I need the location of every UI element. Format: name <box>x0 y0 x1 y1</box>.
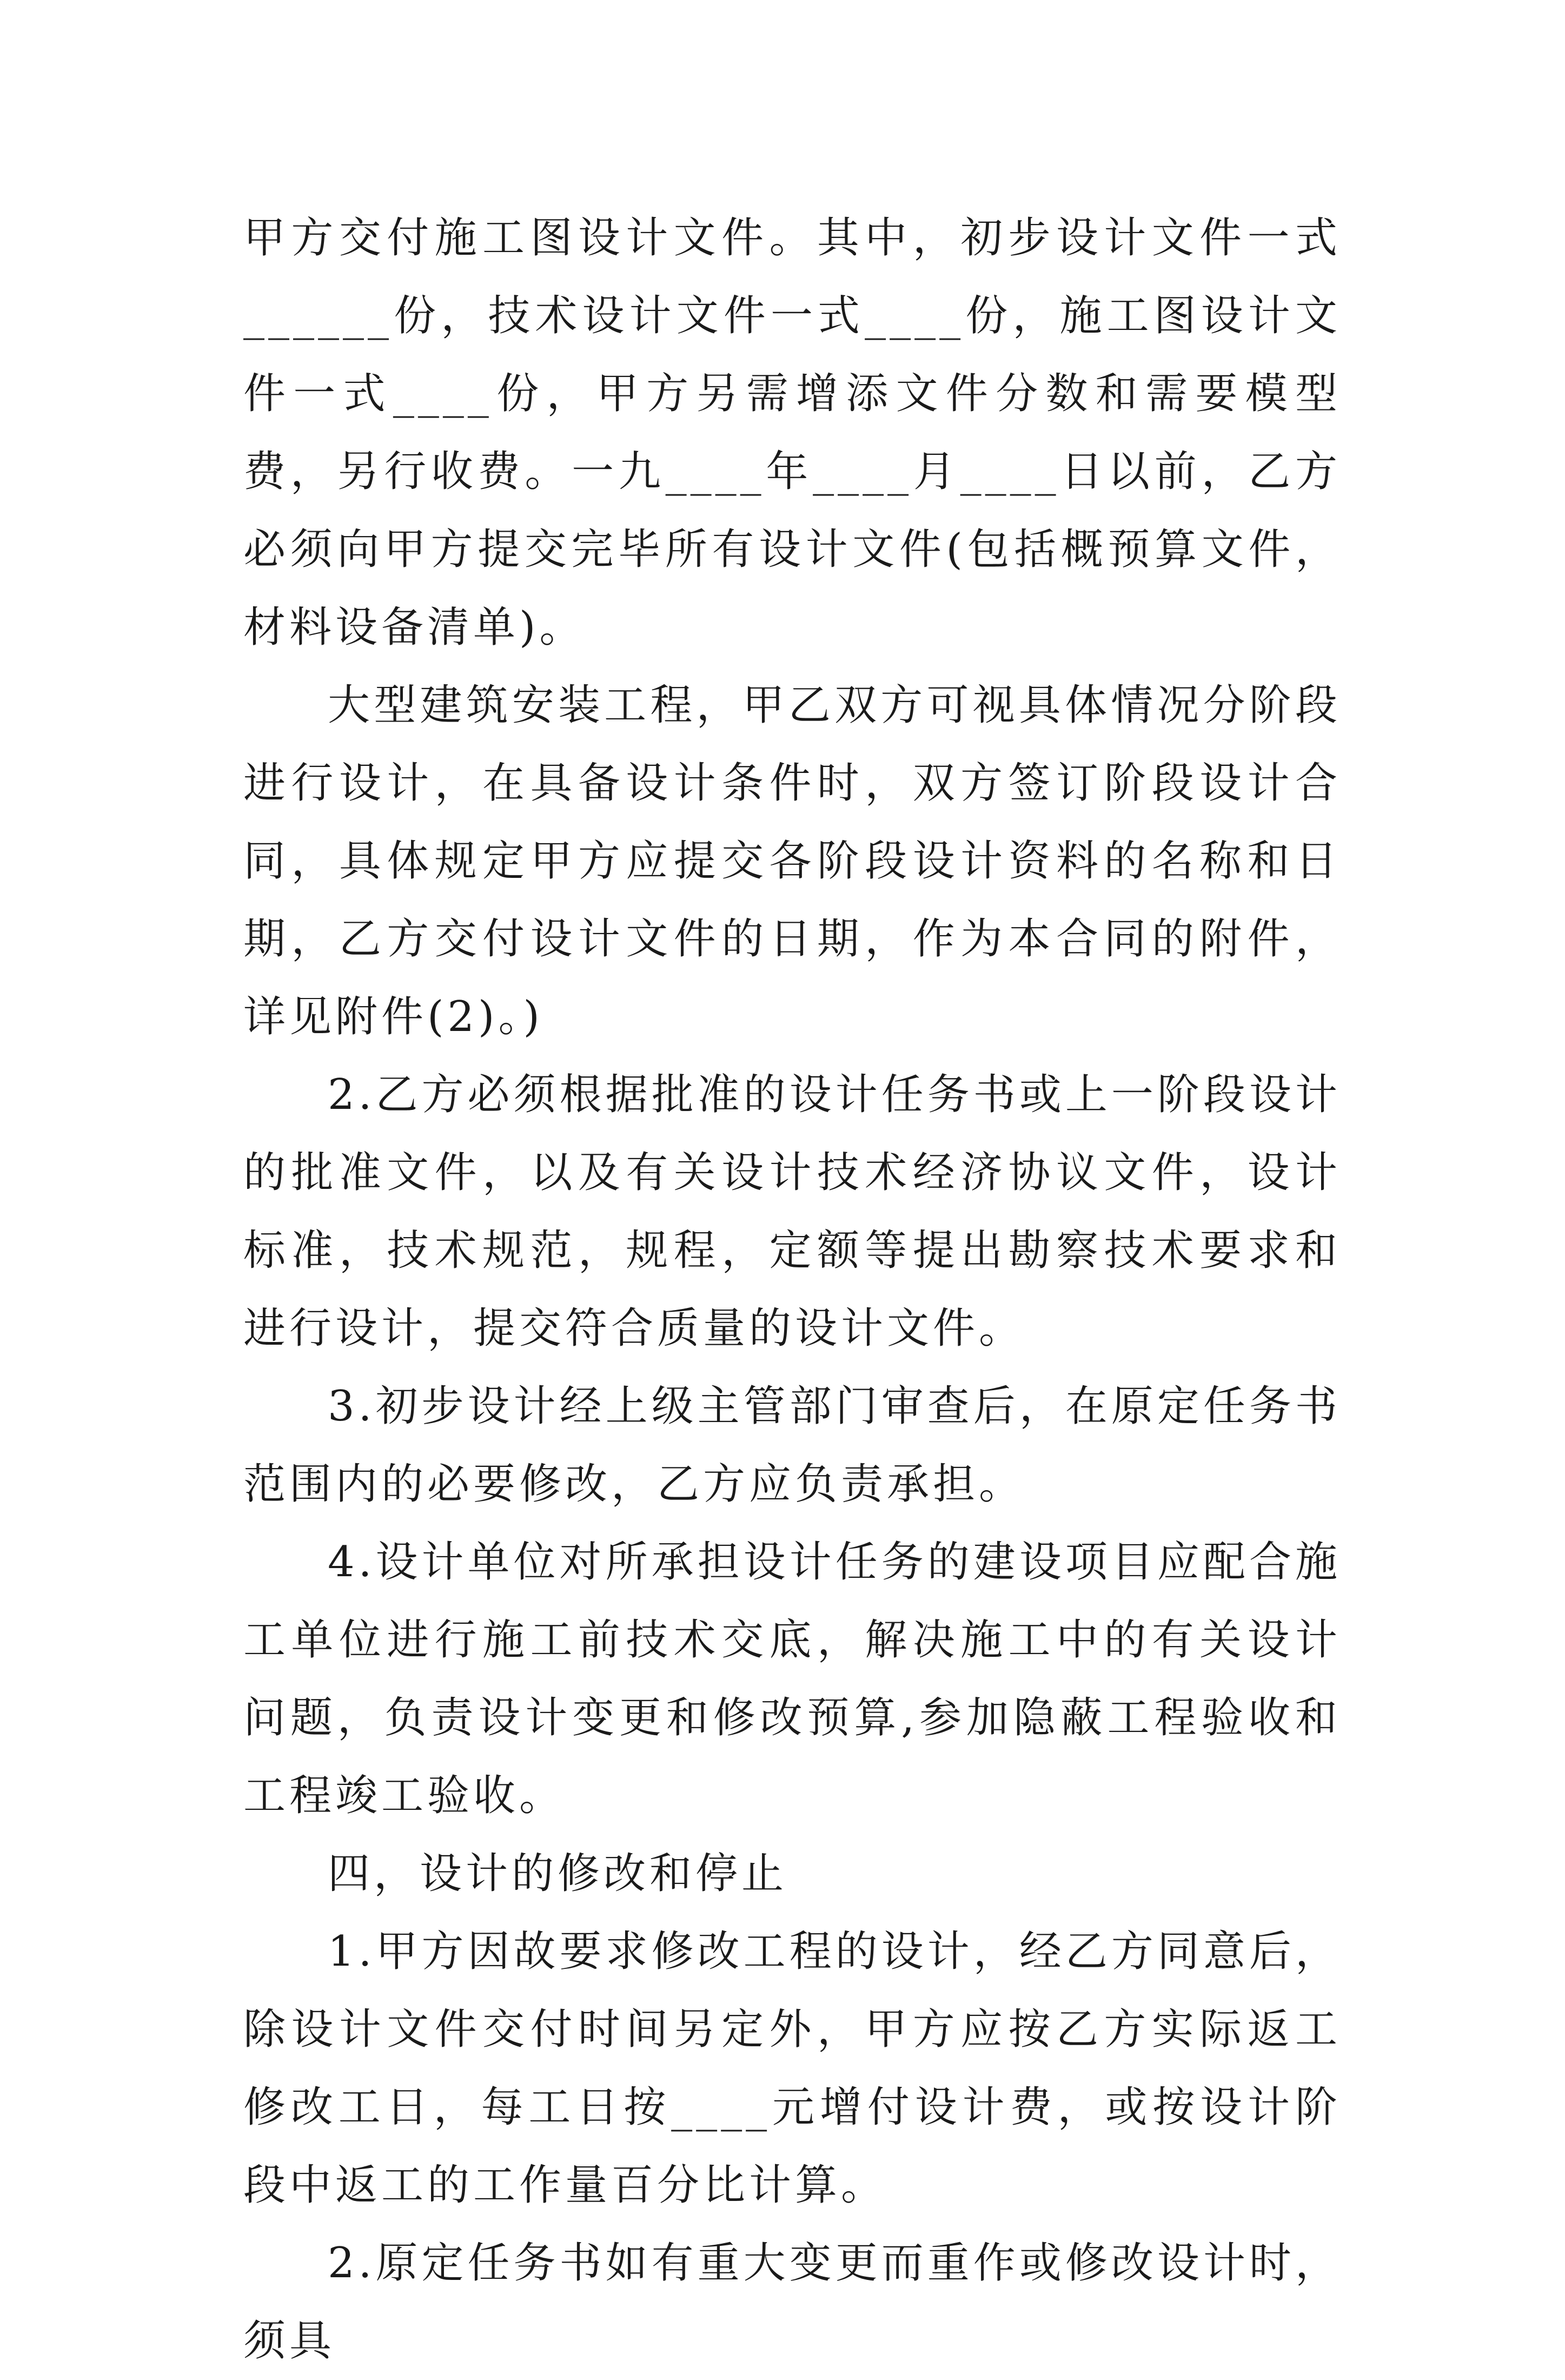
document-body <box>243 199 1341 2380</box>
paragraph-modification-1: 1.甲方因故要求修改工程的设计，经乙方同意后，除设计文件交付时间另定外，甲方应按乙方实际返工修改工日，每工日按____元增付设计费，或按设计阶段中返工的工作量百分比计算。 <box>243 1927 1341 2210</box>
section-heading-design-modification: 四，设计的修改和停止 <box>328 1849 788 1898</box>
paragraph-clause-3: 3.初步设计经上级主管部门审查后，在原定任务书范围内的必要修改，乙方应负责承担。 <box>243 1382 1341 1509</box>
paragraph-delivery-terms: 甲方交付施工图设计文件。其中，初步设计文件一式______份，技术设计文件一式____份，施工图设计文件一式____份，甲方另需增添文件分数和需要模型费，另行收费。一九____年____月____日以前，乙方必须向甲方提交完毕所有设计文件(包括概预算文件，材料设备清单)。 <box>243 214 1341 652</box>
paragraph-clause-2: 2.乙方必须根据批准的设计任务书或上一阶段设计的批准文件，以及有关设计技术经济协议文件，设计标准，技术规范，规程，定额等提出勘察技术要求和进行设计，提交符合质量的设计文件。 <box>243 1070 1341 1353</box>
paragraph-modification-2: 2.原定任务书如有重大变更而重作或修改设计时，须具 <box>243 2239 1341 2365</box>
paragraph-large-projects: 大型建筑安装工程，甲乙双方可视具体情况分阶段进行设计，在具备设计条件时，双方签订阶段设计合同，具体规定甲方应提交各阶段设计资料的名称和日期，乙方交付设计文件的日期，作为本合同的附件，详见附件(2)。) <box>243 681 1341 1041</box>
paragraph-clause-4: 4.设计单位对所承担设计任务的建设项目应配合施工单位进行施工前技术交底，解决施工中的有关设计问题，负责设计变更和修改预算,参加隐蔽工程验收和工程竣工验收。 <box>243 1538 1341 1820</box>
